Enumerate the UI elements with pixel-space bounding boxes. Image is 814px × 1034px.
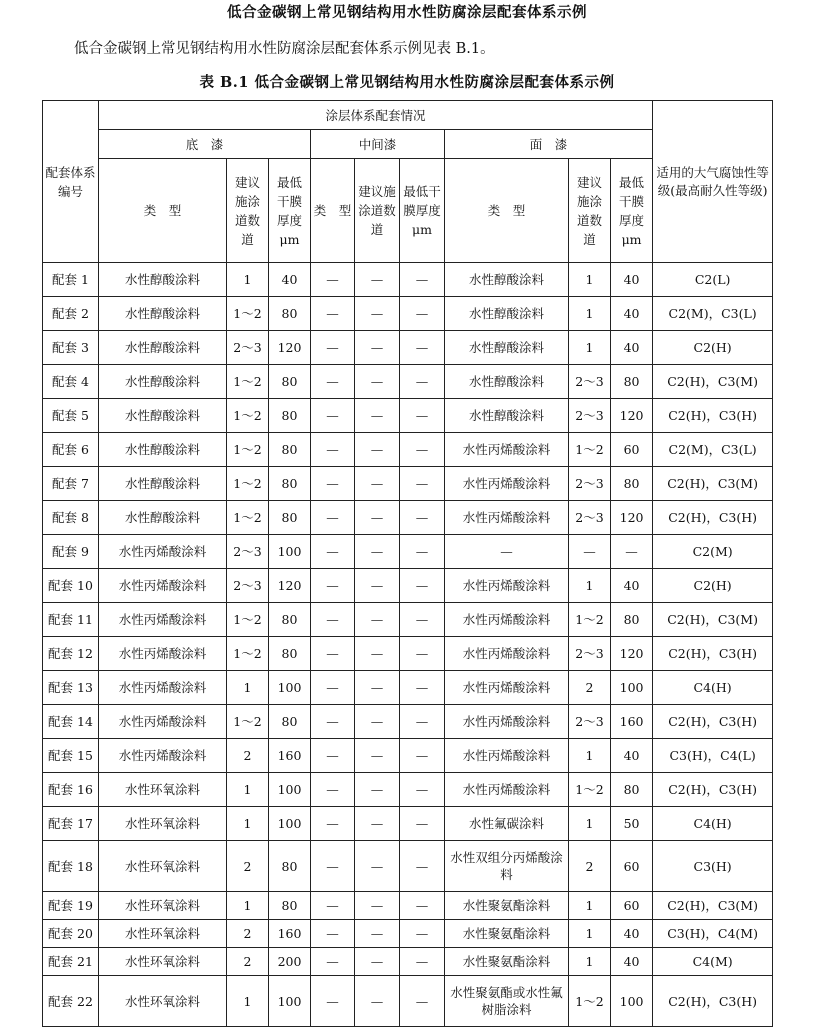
rating-cell: C2(H)，C3(H)	[653, 705, 773, 739]
system-id-cell: 配套 18	[43, 841, 99, 892]
primer-type-cell: 水性丙烯酸涂料	[99, 705, 227, 739]
intermediate-type-cell: —	[311, 739, 355, 773]
topcoat-type-cell: 水性丙烯酸涂料	[445, 569, 569, 603]
intermediate-coats-cell: —	[355, 399, 400, 433]
primer-type-cell: 水性环氧涂料	[99, 948, 227, 976]
intermediate-coats-cell: —	[355, 467, 400, 501]
table-row	[43, 331, 773, 365]
rating-cell: C3(H)，C4(M)	[653, 920, 773, 948]
topcoat-dft-cell: 80	[611, 773, 653, 807]
intermediate-coats-cell: —	[355, 976, 400, 1027]
table-row	[43, 739, 773, 773]
system-id-cell: 配套 4	[43, 365, 99, 399]
topcoat-dft-cell: 60	[611, 892, 653, 920]
primer-coats-cell: 1	[227, 976, 269, 1027]
primer-coats-cell: 1	[227, 892, 269, 920]
primer-type-cell: 水性环氧涂料	[99, 976, 227, 1027]
intermediate-type-cell: —	[311, 297, 355, 331]
primer-dft-cell: 160	[269, 920, 311, 948]
table-row	[43, 399, 773, 433]
topcoat-coats-cell: 1	[569, 739, 611, 773]
topcoat-coats-cell: 2～3	[569, 467, 611, 501]
system-id-cell: 配套 11	[43, 603, 99, 637]
rating-cell: C4(H)	[653, 671, 773, 705]
header-system-no: 配套体系编号	[43, 101, 99, 263]
system-id-cell: 配套 20	[43, 920, 99, 948]
rating-cell: C2(H)，C3(M)	[653, 603, 773, 637]
intermediate-dft-cell: —	[400, 841, 445, 892]
primer-coats-cell: 2	[227, 920, 269, 948]
topcoat-coats-cell: 2～3	[569, 637, 611, 671]
table-row	[43, 467, 773, 501]
system-id-cell: 配套 7	[43, 467, 99, 501]
intermediate-type-cell: —	[311, 331, 355, 365]
primer-type-cell: 水性丙烯酸涂料	[99, 637, 227, 671]
topcoat-coats-cell: 1～2	[569, 603, 611, 637]
intermediate-coats-cell: —	[355, 841, 400, 892]
system-id-cell: 配套 2	[43, 297, 99, 331]
topcoat-coats-cell: 1	[569, 263, 611, 297]
intro-text: 低合金碳钢上常见钢结构用水性防腐涂层配套体系示例见表 B.1。	[74, 41, 495, 57]
table-body	[43, 263, 773, 1027]
primer-dft-cell: 80	[269, 399, 311, 433]
topcoat-type-cell: 水性聚氨酯涂料	[445, 892, 569, 920]
intermediate-coats-cell: —	[355, 569, 400, 603]
topcoat-type-cell: 水性丙烯酸涂料	[445, 467, 569, 501]
header-primer: 底 漆	[99, 130, 311, 159]
topcoat-coats-cell: 2～3	[569, 365, 611, 399]
table-row	[43, 841, 773, 892]
primer-dft-cell: 80	[269, 501, 311, 535]
primer-coats-cell: 1～2	[227, 705, 269, 739]
primer-type-cell: 水性环氧涂料	[99, 892, 227, 920]
intermediate-coats-cell: —	[355, 920, 400, 948]
primer-dft-cell: 80	[269, 467, 311, 501]
intermediate-coats-cell: —	[355, 948, 400, 976]
topcoat-coats-cell: 1	[569, 331, 611, 365]
intermediate-type-cell: —	[311, 569, 355, 603]
primer-type-cell: 水性环氧涂料	[99, 920, 227, 948]
topcoat-coats-cell: 1	[569, 569, 611, 603]
header-intermediate-coats: 建议施涂道数道	[355, 159, 400, 263]
header-rating: 适用的大气腐蚀性等级(最高耐久性等级)	[653, 101, 773, 263]
topcoat-dft-cell: 50	[611, 807, 653, 841]
primer-type-cell: 水性环氧涂料	[99, 841, 227, 892]
header-topcoat-type: 类 型	[445, 159, 569, 263]
intermediate-type-cell: —	[311, 807, 355, 841]
primer-coats-cell: 1	[227, 773, 269, 807]
table-row	[43, 976, 773, 1027]
rating-cell: C2(H)，C3(H)	[653, 976, 773, 1027]
topcoat-dft-cell: 40	[611, 331, 653, 365]
topcoat-type-cell: —	[445, 535, 569, 569]
rating-cell: C2(H)，C3(M)	[653, 365, 773, 399]
primer-dft-cell: 80	[269, 433, 311, 467]
intermediate-dft-cell: —	[400, 433, 445, 467]
primer-dft-cell: 100	[269, 671, 311, 705]
header-intermediate-dft: 最低干膜厚度μm	[400, 159, 445, 263]
topcoat-type-cell: 水性双组分丙烯酸涂料	[445, 841, 569, 892]
topcoat-dft-cell: 40	[611, 739, 653, 773]
table-row	[43, 807, 773, 841]
intermediate-coats-cell: —	[355, 705, 400, 739]
intermediate-dft-cell: —	[400, 773, 445, 807]
intermediate-type-cell: —	[311, 467, 355, 501]
intermediate-dft-cell: —	[400, 263, 445, 297]
header-topcoat-coats: 建议施涂道数道	[569, 159, 611, 263]
table-row	[43, 671, 773, 705]
system-id-cell: 配套 17	[43, 807, 99, 841]
system-id-cell: 配套 12	[43, 637, 99, 671]
topcoat-dft-cell: 60	[611, 433, 653, 467]
primer-dft-cell: 80	[269, 603, 311, 637]
topcoat-type-cell: 水性丙烯酸涂料	[445, 705, 569, 739]
topcoat-dft-cell: 100	[611, 671, 653, 705]
topcoat-type-cell: 水性醇酸涂料	[445, 365, 569, 399]
primer-dft-cell: 160	[269, 739, 311, 773]
rating-cell: C2(H)，C3(H)	[653, 773, 773, 807]
intermediate-dft-cell: —	[400, 535, 445, 569]
intermediate-type-cell: —	[311, 399, 355, 433]
rating-cell: C2(M)，C3(L)	[653, 297, 773, 331]
rating-cell: C2(H)，C3(H)	[653, 399, 773, 433]
intermediate-coats-cell: —	[355, 433, 400, 467]
topcoat-coats-cell: —	[569, 535, 611, 569]
primer-coats-cell: 1～2	[227, 365, 269, 399]
primer-dft-cell: 80	[269, 637, 311, 671]
topcoat-dft-cell: 40	[611, 920, 653, 948]
table-row	[43, 433, 773, 467]
primer-coats-cell: 1	[227, 263, 269, 297]
primer-type-cell: 水性醇酸涂料	[99, 433, 227, 467]
intermediate-type-cell: —	[311, 501, 355, 535]
primer-coats-cell: 1～2	[227, 501, 269, 535]
header-intermediate: 中间漆	[311, 130, 445, 159]
topcoat-dft-cell: 80	[611, 467, 653, 501]
rating-cell: C2(H)，C3(M)	[653, 892, 773, 920]
header-primer-coats: 建议施涂道数道	[227, 159, 269, 263]
primer-dft-cell: 80	[269, 892, 311, 920]
topcoat-dft-cell: 100	[611, 976, 653, 1027]
primer-coats-cell: 2～3	[227, 535, 269, 569]
topcoat-dft-cell: 40	[611, 569, 653, 603]
table-row	[43, 501, 773, 535]
rating-cell: C2(M)	[653, 535, 773, 569]
intermediate-coats-cell: —	[355, 297, 400, 331]
primer-type-cell: 水性醇酸涂料	[99, 297, 227, 331]
topcoat-dft-cell: 120	[611, 637, 653, 671]
topcoat-type-cell: 水性聚氨酯涂料	[445, 920, 569, 948]
intermediate-type-cell: —	[311, 920, 355, 948]
header-system-group: 涂层体系配套情况	[99, 101, 653, 130]
intermediate-coats-cell: —	[355, 892, 400, 920]
primer-dft-cell: 100	[269, 535, 311, 569]
primer-type-cell: 水性醇酸涂料	[99, 501, 227, 535]
intermediate-dft-cell: —	[400, 739, 445, 773]
primer-coats-cell: 1	[227, 807, 269, 841]
header-primer-dft: 最低干膜厚度μm	[269, 159, 311, 263]
primer-dft-cell: 100	[269, 807, 311, 841]
coating-system-table	[42, 100, 773, 1027]
intermediate-dft-cell: —	[400, 399, 445, 433]
topcoat-coats-cell: 1～2	[569, 976, 611, 1027]
rating-cell: C2(L)	[653, 263, 773, 297]
table-row	[43, 569, 773, 603]
primer-coats-cell: 2	[227, 948, 269, 976]
primer-dft-cell: 120	[269, 569, 311, 603]
system-id-cell: 配套 5	[43, 399, 99, 433]
primer-dft-cell: 100	[269, 976, 311, 1027]
primer-type-cell: 水性环氧涂料	[99, 773, 227, 807]
topcoat-type-cell: 水性醇酸涂料	[445, 399, 569, 433]
table-caption: 表 B.1 低合金碳钢上常见钢结构用水性防腐涂层配套体系示例	[199, 74, 615, 91]
rating-cell: C2(M)，C3(L)	[653, 433, 773, 467]
rating-cell: C4(M)	[653, 948, 773, 976]
table-row	[43, 637, 773, 671]
primer-type-cell: 水性丙烯酸涂料	[99, 535, 227, 569]
topcoat-type-cell: 水性丙烯酸涂料	[445, 671, 569, 705]
intermediate-dft-cell: —	[400, 637, 445, 671]
primer-coats-cell: 2～3	[227, 331, 269, 365]
topcoat-coats-cell: 2～3	[569, 501, 611, 535]
intermediate-type-cell: —	[311, 841, 355, 892]
intermediate-coats-cell: —	[355, 807, 400, 841]
primer-coats-cell: 1～2	[227, 399, 269, 433]
intermediate-dft-cell: —	[400, 976, 445, 1027]
intermediate-type-cell: —	[311, 892, 355, 920]
intermediate-dft-cell: —	[400, 365, 445, 399]
intermediate-coats-cell: —	[355, 365, 400, 399]
primer-type-cell: 水性丙烯酸涂料	[99, 671, 227, 705]
topcoat-coats-cell: 1	[569, 297, 611, 331]
intermediate-coats-cell: —	[355, 671, 400, 705]
system-id-cell: 配套 10	[43, 569, 99, 603]
table-row	[43, 263, 773, 297]
table-row	[43, 297, 773, 331]
topcoat-dft-cell: 160	[611, 705, 653, 739]
intermediate-dft-cell: —	[400, 948, 445, 976]
topcoat-dft-cell: 40	[611, 263, 653, 297]
primer-type-cell: 水性丙烯酸涂料	[99, 739, 227, 773]
primer-coats-cell: 1～2	[227, 467, 269, 501]
table-row	[43, 920, 773, 948]
rating-cell: C4(H)	[653, 807, 773, 841]
topcoat-coats-cell: 1～2	[569, 773, 611, 807]
intermediate-type-cell: —	[311, 433, 355, 467]
intermediate-coats-cell: —	[355, 331, 400, 365]
topcoat-coats-cell: 1	[569, 892, 611, 920]
topcoat-type-cell: 水性丙烯酸涂料	[445, 433, 569, 467]
primer-type-cell: 水性醇酸涂料	[99, 263, 227, 297]
system-id-cell: 配套 8	[43, 501, 99, 535]
topcoat-type-cell: 水性醇酸涂料	[445, 297, 569, 331]
primer-coats-cell: 1～2	[227, 603, 269, 637]
intermediate-coats-cell: —	[355, 263, 400, 297]
topcoat-dft-cell: 40	[611, 948, 653, 976]
primer-coats-cell: 2	[227, 739, 269, 773]
intermediate-dft-cell: —	[400, 467, 445, 501]
primer-coats-cell: 1～2	[227, 637, 269, 671]
topcoat-type-cell: 水性聚氨酯涂料	[445, 948, 569, 976]
table-row	[43, 892, 773, 920]
system-id-cell: 配套 19	[43, 892, 99, 920]
topcoat-type-cell: 水性丙烯酸涂料	[445, 773, 569, 807]
primer-type-cell: 水性醇酸涂料	[99, 331, 227, 365]
intermediate-dft-cell: —	[400, 501, 445, 535]
intermediate-coats-cell: —	[355, 637, 400, 671]
intermediate-type-cell: —	[311, 773, 355, 807]
topcoat-coats-cell: 2	[569, 841, 611, 892]
primer-coats-cell: 2	[227, 841, 269, 892]
intermediate-coats-cell: —	[355, 773, 400, 807]
primer-coats-cell: 2～3	[227, 569, 269, 603]
primer-dft-cell: 40	[269, 263, 311, 297]
topcoat-dft-cell: 60	[611, 841, 653, 892]
primer-dft-cell: 80	[269, 297, 311, 331]
system-id-cell: 配套 16	[43, 773, 99, 807]
topcoat-type-cell: 水性氟碳涂料	[445, 807, 569, 841]
rating-cell: C3(H)	[653, 841, 773, 892]
intermediate-dft-cell: —	[400, 569, 445, 603]
topcoat-type-cell: 水性丙烯酸涂料	[445, 501, 569, 535]
page-heading: 低合金碳钢上常见钢结构用水性防腐涂层配套体系示例	[227, 4, 587, 21]
topcoat-dft-cell: 120	[611, 501, 653, 535]
intermediate-coats-cell: —	[355, 739, 400, 773]
intermediate-type-cell: —	[311, 976, 355, 1027]
intermediate-dft-cell: —	[400, 297, 445, 331]
intermediate-type-cell: —	[311, 637, 355, 671]
primer-type-cell: 水性丙烯酸涂料	[99, 569, 227, 603]
system-id-cell: 配套 6	[43, 433, 99, 467]
primer-type-cell: 水性醇酸涂料	[99, 365, 227, 399]
primer-coats-cell: 1～2	[227, 297, 269, 331]
topcoat-dft-cell: —	[611, 535, 653, 569]
header-topcoat: 面 漆	[445, 130, 653, 159]
topcoat-type-cell: 水性醇酸涂料	[445, 263, 569, 297]
table-row	[43, 773, 773, 807]
intermediate-type-cell: —	[311, 603, 355, 637]
topcoat-type-cell: 水性丙烯酸涂料	[445, 739, 569, 773]
topcoat-coats-cell: 1	[569, 920, 611, 948]
system-id-cell: 配套 21	[43, 948, 99, 976]
topcoat-dft-cell: 80	[611, 365, 653, 399]
intermediate-type-cell: —	[311, 535, 355, 569]
intermediate-dft-cell: —	[400, 671, 445, 705]
rating-cell: C2(H)，C3(M)	[653, 467, 773, 501]
topcoat-coats-cell: 2～3	[569, 705, 611, 739]
intermediate-type-cell: —	[311, 948, 355, 976]
system-id-cell: 配套 3	[43, 331, 99, 365]
topcoat-type-cell: 水性丙烯酸涂料	[445, 603, 569, 637]
system-id-cell: 配套 22	[43, 976, 99, 1027]
primer-coats-cell: 1～2	[227, 433, 269, 467]
rating-cell: C3(H)，C4(L)	[653, 739, 773, 773]
rating-cell: C2(H)	[653, 569, 773, 603]
system-id-cell: 配套 1	[43, 263, 99, 297]
intermediate-dft-cell: —	[400, 331, 445, 365]
primer-dft-cell: 80	[269, 365, 311, 399]
topcoat-dft-cell: 80	[611, 603, 653, 637]
header-intermediate-type: 类 型	[311, 159, 355, 263]
rating-cell: C2(H)，C3(H)	[653, 637, 773, 671]
topcoat-type-cell: 水性丙烯酸涂料	[445, 637, 569, 671]
topcoat-dft-cell: 40	[611, 297, 653, 331]
intermediate-coats-cell: —	[355, 501, 400, 535]
primer-dft-cell: 120	[269, 331, 311, 365]
primer-dft-cell: 200	[269, 948, 311, 976]
intermediate-coats-cell: —	[355, 535, 400, 569]
intermediate-coats-cell: —	[355, 603, 400, 637]
topcoat-type-cell: 水性聚氨酯或水性氟树脂涂料	[445, 976, 569, 1027]
table-row	[43, 535, 773, 569]
primer-coats-cell: 1	[227, 671, 269, 705]
primer-type-cell: 水性环氧涂料	[99, 807, 227, 841]
topcoat-type-cell: 水性醇酸涂料	[445, 331, 569, 365]
intermediate-type-cell: —	[311, 705, 355, 739]
intermediate-dft-cell: —	[400, 892, 445, 920]
table-row	[43, 705, 773, 739]
primer-type-cell: 水性醇酸涂料	[99, 467, 227, 501]
topcoat-coats-cell: 1	[569, 807, 611, 841]
table-row	[43, 603, 773, 637]
rating-cell: C2(H)，C3(H)	[653, 501, 773, 535]
system-id-cell: 配套 13	[43, 671, 99, 705]
header-topcoat-dft: 最低干膜厚度μm	[611, 159, 653, 263]
topcoat-coats-cell: 2	[569, 671, 611, 705]
intermediate-type-cell: —	[311, 263, 355, 297]
primer-type-cell: 水性丙烯酸涂料	[99, 603, 227, 637]
primer-dft-cell: 80	[269, 841, 311, 892]
intermediate-dft-cell: —	[400, 603, 445, 637]
header-primer-type: 类 型	[99, 159, 227, 263]
rating-cell: C2(H)	[653, 331, 773, 365]
intermediate-dft-cell: —	[400, 705, 445, 739]
system-id-cell: 配套 14	[43, 705, 99, 739]
intermediate-dft-cell: —	[400, 920, 445, 948]
topcoat-coats-cell: 1	[569, 948, 611, 976]
intermediate-dft-cell: —	[400, 807, 445, 841]
topcoat-coats-cell: 2～3	[569, 399, 611, 433]
system-id-cell: 配套 15	[43, 739, 99, 773]
primer-dft-cell: 100	[269, 773, 311, 807]
table-row	[43, 948, 773, 976]
intermediate-type-cell: —	[311, 671, 355, 705]
topcoat-coats-cell: 1～2	[569, 433, 611, 467]
table-row	[43, 365, 773, 399]
topcoat-dft-cell: 120	[611, 399, 653, 433]
primer-dft-cell: 80	[269, 705, 311, 739]
primer-type-cell: 水性醇酸涂料	[99, 399, 227, 433]
system-id-cell: 配套 9	[43, 535, 99, 569]
intermediate-type-cell: —	[311, 365, 355, 399]
